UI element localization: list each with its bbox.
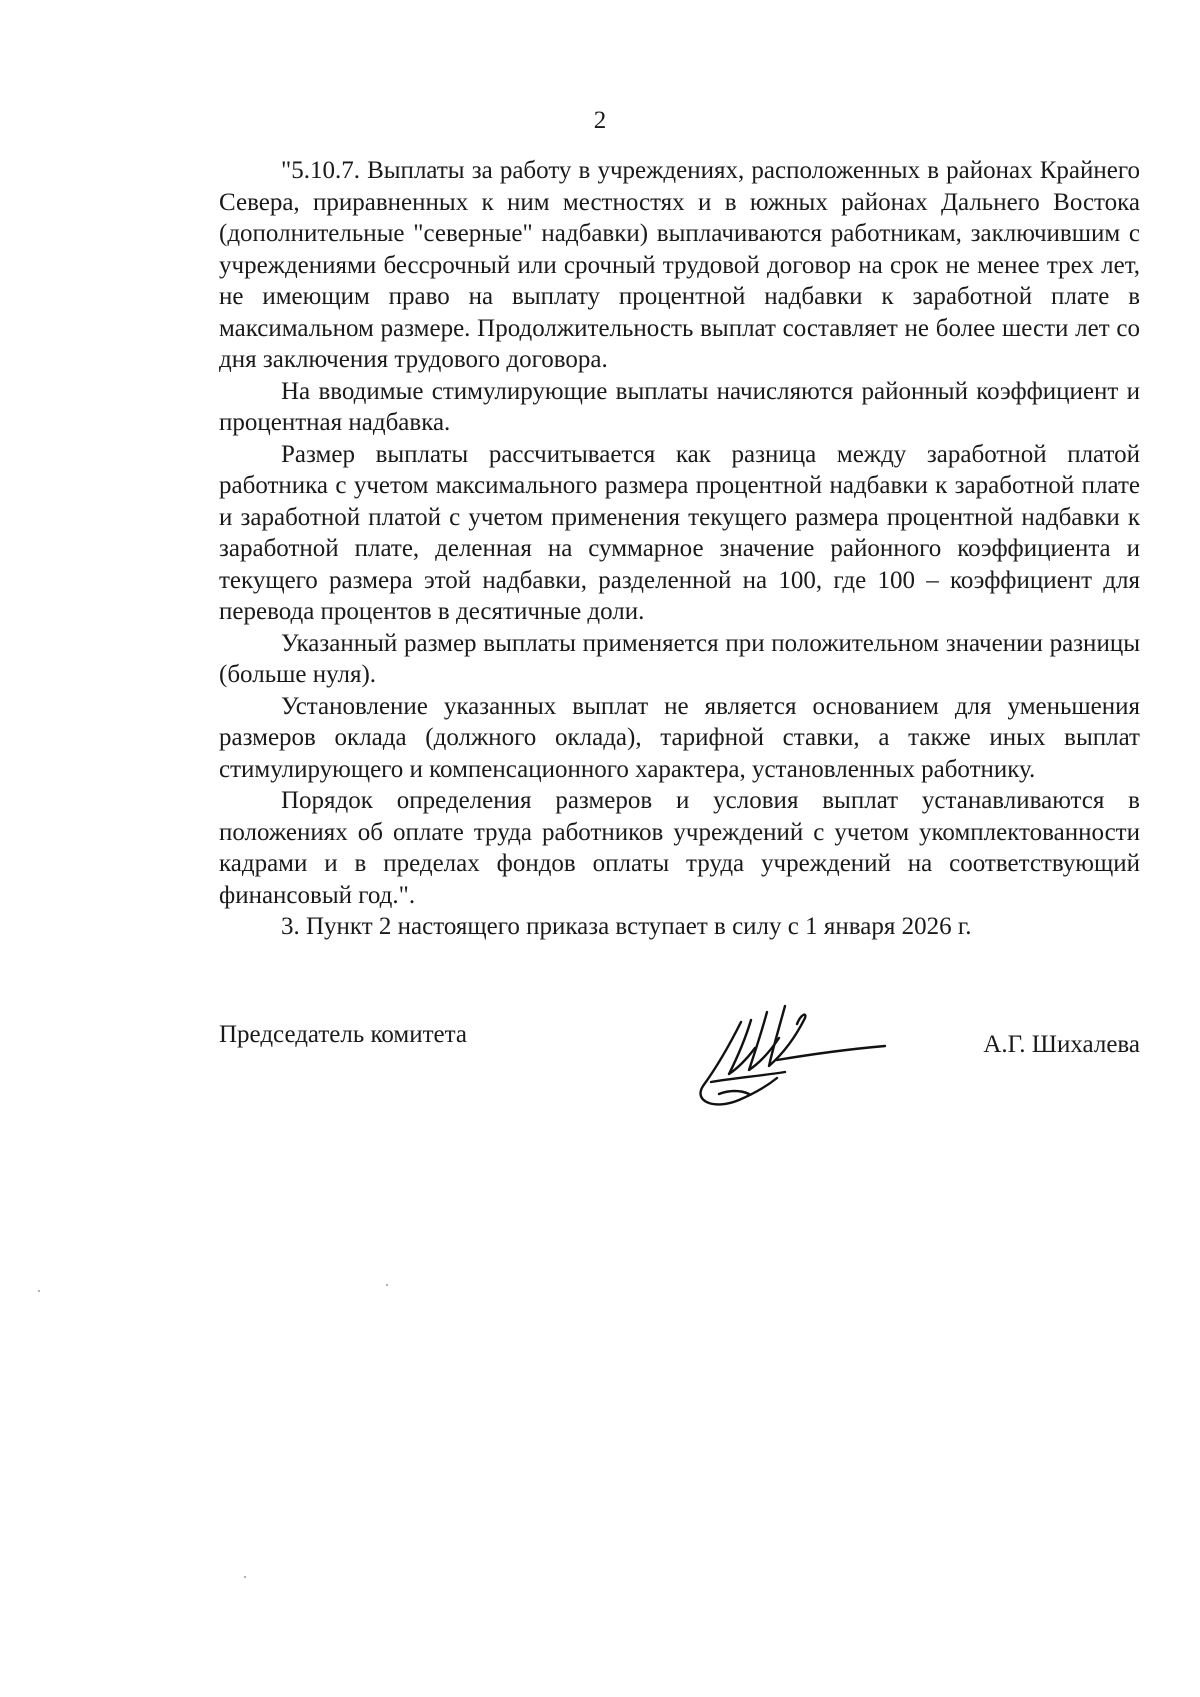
scan-speck [38, 1290, 40, 1292]
signatory-name: А.Г. Шихалева [983, 1031, 1140, 1058]
paragraph-positive-difference: Указанный размер выплаты применяется при положительном значении разницы (больше нуля). [219, 629, 1140, 688]
document-body [219, 155, 1140, 943]
paragraph-5-10-7: "5.10.7. Выплаты за работу в учреждениях, расположенных в районах Крайнего Севера, приравненных к ним местностях и в южных районах Дальнего Востока (дополнительные "северные" надбавки) выплачиваются работникам, заключившим с учреждениями бессрочный или срочный трудовой договор на срок не менее трех лет, не имеющим право на выплату процентной надбавки к заработной плате в максимальном размере. Продолжительность выплат составляет не более шести лет со дня заключения трудового договора. [219, 157, 1140, 373]
paragraph-no-salary-reduction: Установление указанных выплат не является основанием для уменьшения размеров оклада (должного оклада), тарифной ставки, а также иных выплат стимулирующего и компенсационного характера, установленных работнику. [219, 692, 1140, 783]
scan-speck [244, 1576, 246, 1578]
page-number: 2 [593, 107, 607, 134]
paragraph-payment-calculation: Размер выплаты рассчитывается как разница между заработной платой работника с учетом максимального размера процентной надбавки к заработной плате и заработной платой с учетом применения текущего размера процентной надбавки к заработной плате, деленная на суммарное значение районного коэффициента и текущего размера этой надбавки, разделенной на 100, где 100 – коэффициент для перевода процентов в десятичные доли. [219, 440, 1140, 625]
signatory-title: Председатель комитета [219, 1021, 467, 1048]
paragraph-regional-coefficient: На вводимые стимулирующие выплаты начисляются районный коэффициент и процентная надбавка. [219, 377, 1140, 436]
paragraph-effective-date: 3. Пункт 2 настоящего приказа вступает в силу с 1 января 2026 г. [281, 913, 972, 940]
scan-speck [386, 1284, 388, 1286]
signature-block [219, 1010, 1140, 1140]
paragraph-payment-procedure: Порядок определения размеров и условия выплат устанавливаются в положениях об оплате труда работников учреждений с учетом укомплектованности кадрами и в пределах фондов оплаты труда учреждений на соответствующий финансовый год.". [219, 787, 1140, 909]
handwritten-signature [689, 990, 899, 1115]
